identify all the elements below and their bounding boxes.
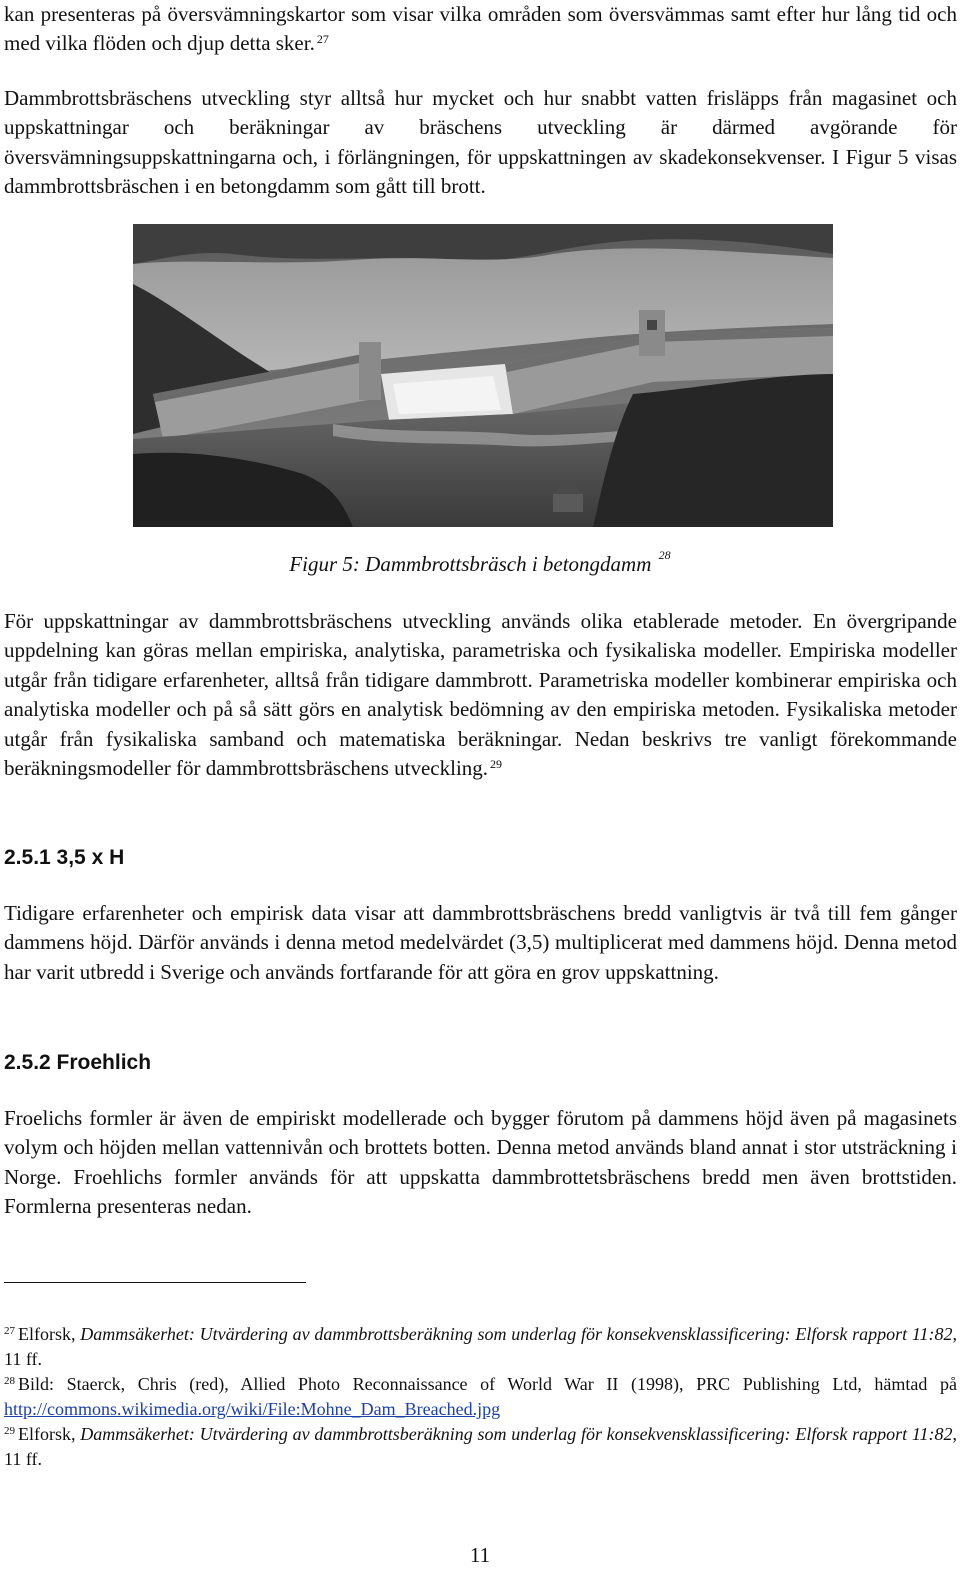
section-heading-2-5-1: 2.5.1 3,5 x H (4, 846, 125, 869)
footnote-ref-28[interactable]: 28 (658, 548, 671, 562)
dam-breach-photo (133, 224, 833, 527)
section-heading-2-5-2: 2.5.2 Froehlich (4, 1051, 152, 1074)
section-251-paragraph: Tidigare erfarenheter och empirisk data visar att dammbrottsbräschens bredd vanligtvis är två till fem gånger dammens höjd. Därför används i denna metod medelvärdet (3,5) multiplicerat med dammens höjd. Denna metod har varit utbredd i Sverige och används fortfarande för att göra en grov uppskattning. (4, 901, 957, 984)
dam-breach-illustration (133, 224, 833, 527)
footnote-ref-27[interactable]: 27 (316, 32, 329, 47)
footnote-ref-29[interactable]: 29 (490, 757, 503, 772)
footnote-separator (4, 1282, 306, 1283)
section-252-paragraph: Froelichs formler är även de empiriskt modellerade och bygger förutom på dammens höjd även på magasinets volym och höjden mellan vattennivån och brottets botten. Denna metod används bland annat i stor utsträckning i Norge. Froehlichs formler används för att uppskatta dammbrottetsbräschens bredd men även brottstiden. Formlerna presenteras nedan. (4, 1106, 957, 1219)
intro-paragraph: kan presenteras på översvämningskartor som visar vilka områden som översvämmas samt efter hur lång tid och med vilka flöden och djup detta sker. $^{27}$ (4, 2, 957, 56)
page-number: 11 (469, 1543, 491, 1567)
footnote-27: $^{27}$ Elforsk, Dammsäkerhet: Utvärdering av dammbrottsberäkning som underlag för konsekvensklassificering: Elforsk rapport 11:82, 11 ff. (4, 1324, 957, 1369)
figure-caption: Figur 5: Dammbrottsbräsch i betongdamm $^{28}$ (289, 548, 671, 576)
breach-paragraph: Dammbrottsbräschens utveckling styr alltså hur mycket och hur snabbt vatten frisläpps från magasinet och uppskattningar och beräkningar av bräschens utveckling är därmed avgörande för översvämningsuppskattningarna och, i förlängningen, för uppskattningen av skadekonsekvenser. I Figur 5 visas dammbrottsbräschen i en betongdamm som gått till brott. (4, 86, 957, 199)
methods-paragraph: För uppskattningar av dammbrottsbräschens utveckling används olika etablerade metoder. En övergripande uppdelning kan göras mellan empiriska, analytiska, parametriska och fysikaliska modeller. Empiriska modeller utgår från tidigare erfarenheter, alltså från tidigare dammbrott. Parametriska modeller kombinerar empiriska och analytiska modeller och på så sätt görs en analytisk bedömning av den empiriska metoden. Fysikaliska metoder utgår från fysikaliska samband och matematiska beräkningar. Nedan beskrivs tre vanligt förekommande beräkningsmodeller för dammbrottsbräschens utveckling. $^{29}$ (4, 609, 957, 781)
footnote-28: $^{28}$ Bild: Staerck, Chris (red), Allied Photo Reconnaissance of World War II (1998), PRC Publishing Ltd, hämtad på http://commons.wikimedia.org/wiki/File:Mohne_Dam_Breached.jpg (4, 1374, 957, 1419)
footnote-29: $^{29}$ Elforsk, Dammsäkerhet: Utvärdering av dammbrottsberäkning som underlag för konsekvensklassificering: Elforsk rapport 11:82, 11 ff. (4, 1424, 957, 1469)
wikimedia-link[interactable]: http://commons.wikimedia.org/wiki/File:Mohne_Dam_Breached.jpg (4, 1399, 501, 1419)
